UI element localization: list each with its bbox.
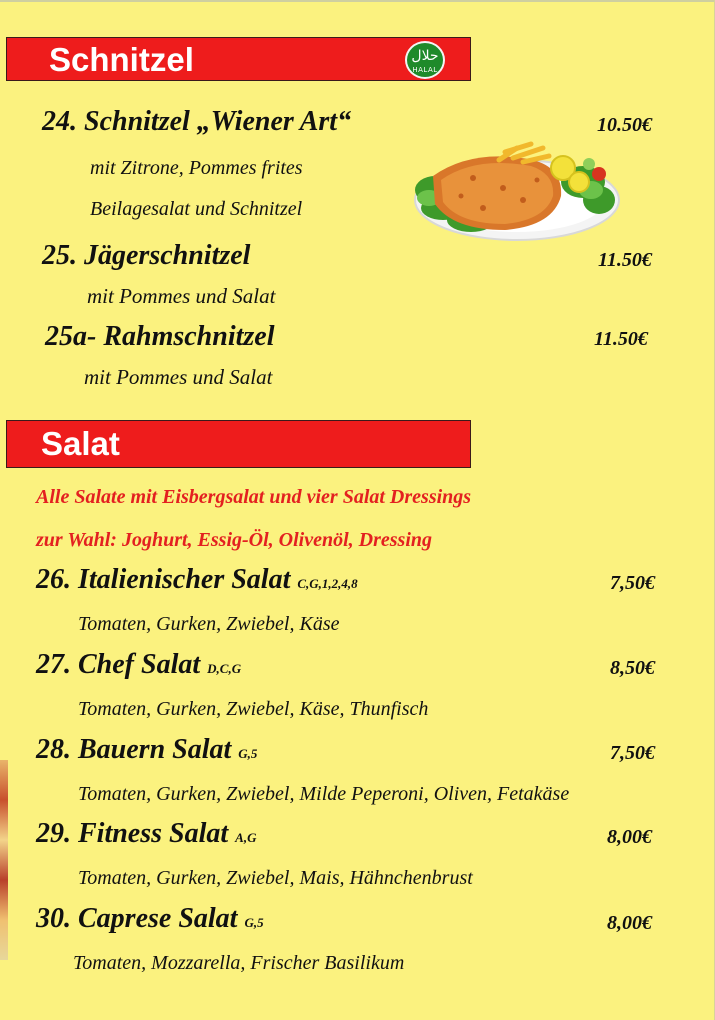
menu-item-price: 8,00€ — [607, 912, 652, 934]
salat-section-title: Salat — [41, 425, 120, 462]
menu-item-title: 26. Italienischer Salat — [36, 564, 291, 595]
schnitzel-plate-illustration — [413, 138, 620, 242]
menu-item-description: Tomaten, Mozzarella, Frischer Basilikum — [73, 952, 405, 974]
pizza-image-edge — [0, 760, 8, 960]
menu-item-price: 8,00€ — [607, 826, 652, 848]
halal-badge-label: HALAL — [412, 66, 438, 74]
allergen-codes: A,G — [235, 830, 257, 845]
menu-item-description: mit Zitrone, Pommes frites — [90, 157, 303, 179]
schnitzel-plate-image — [413, 138, 620, 242]
menu-item-name — [36, 903, 264, 935]
menu-item-description: Tomaten, Gurken, Zwiebel, Käse, Thunfisch — [78, 698, 429, 720]
menu-item-name: 24. Schnitzel „Wiener Art“ — [42, 106, 352, 137]
menu-item-description: Tomaten, Gurken, Zwiebel, Milde Peperoni, Oliven, Fetakäse — [78, 783, 570, 805]
salat-note-line: zur Wahl: Joghurt, Essig-Öl, Olivenöl, Dressing — [36, 529, 433, 551]
halal-badge-icon — [405, 41, 445, 79]
menu-item-name — [36, 818, 256, 850]
menu-item-description: Tomaten, Gurken, Zwiebel, Mais, Hähnchenbrust — [78, 867, 473, 889]
menu-item-name: 25. Jägerschnitzel — [42, 240, 251, 271]
menu-item-description: mit Pommes und Salat — [84, 365, 273, 389]
menu-item-name — [36, 734, 257, 766]
allergen-codes: G,5 — [238, 746, 258, 761]
menu-item-description: mit Pommes und Salat — [87, 284, 276, 308]
menu-item-price: 7,50€ — [610, 572, 655, 594]
allergen-codes: G,5 — [244, 915, 264, 930]
salat-header-bar — [6, 420, 471, 468]
top-border — [0, 0, 715, 2]
allergen-codes: D,C,G — [207, 661, 242, 676]
menu-item-description: Tomaten, Gurken, Zwiebel, Käse — [78, 613, 340, 635]
menu-item-name: 25a- Rahmschnitzel — [45, 321, 275, 352]
halal-badge-arabic: حلال — [411, 48, 439, 64]
menu-item-title: 28. Bauern Salat — [36, 734, 232, 765]
menu-item-name — [36, 649, 241, 681]
schnitzel-header-bar — [6, 37, 471, 81]
menu-item-description: Beilagesalat und Schnitzel — [90, 198, 303, 220]
menu-item-price: 11.50€ — [598, 249, 652, 271]
menu-item-price: 8,50€ — [610, 657, 655, 679]
menu-item-price: 11.50€ — [594, 328, 648, 350]
menu-item-title: 29. Fitness Salat — [36, 818, 229, 849]
salat-note-line: Alle Salate mit Eisbergsalat und vier Salat Dressings — [36, 486, 472, 508]
menu-item-price: 7,50€ — [610, 742, 655, 764]
menu-item-name — [36, 564, 358, 596]
schnitzel-section-title: Schnitzel — [49, 41, 194, 78]
menu-item-title: 27. Chef Salat — [36, 649, 201, 680]
allergen-codes: C,G,1,2,4,8 — [297, 576, 358, 591]
menu-item-price: 10.50€ — [597, 114, 652, 136]
menu-item-title: 30. Caprese Salat — [36, 903, 238, 934]
